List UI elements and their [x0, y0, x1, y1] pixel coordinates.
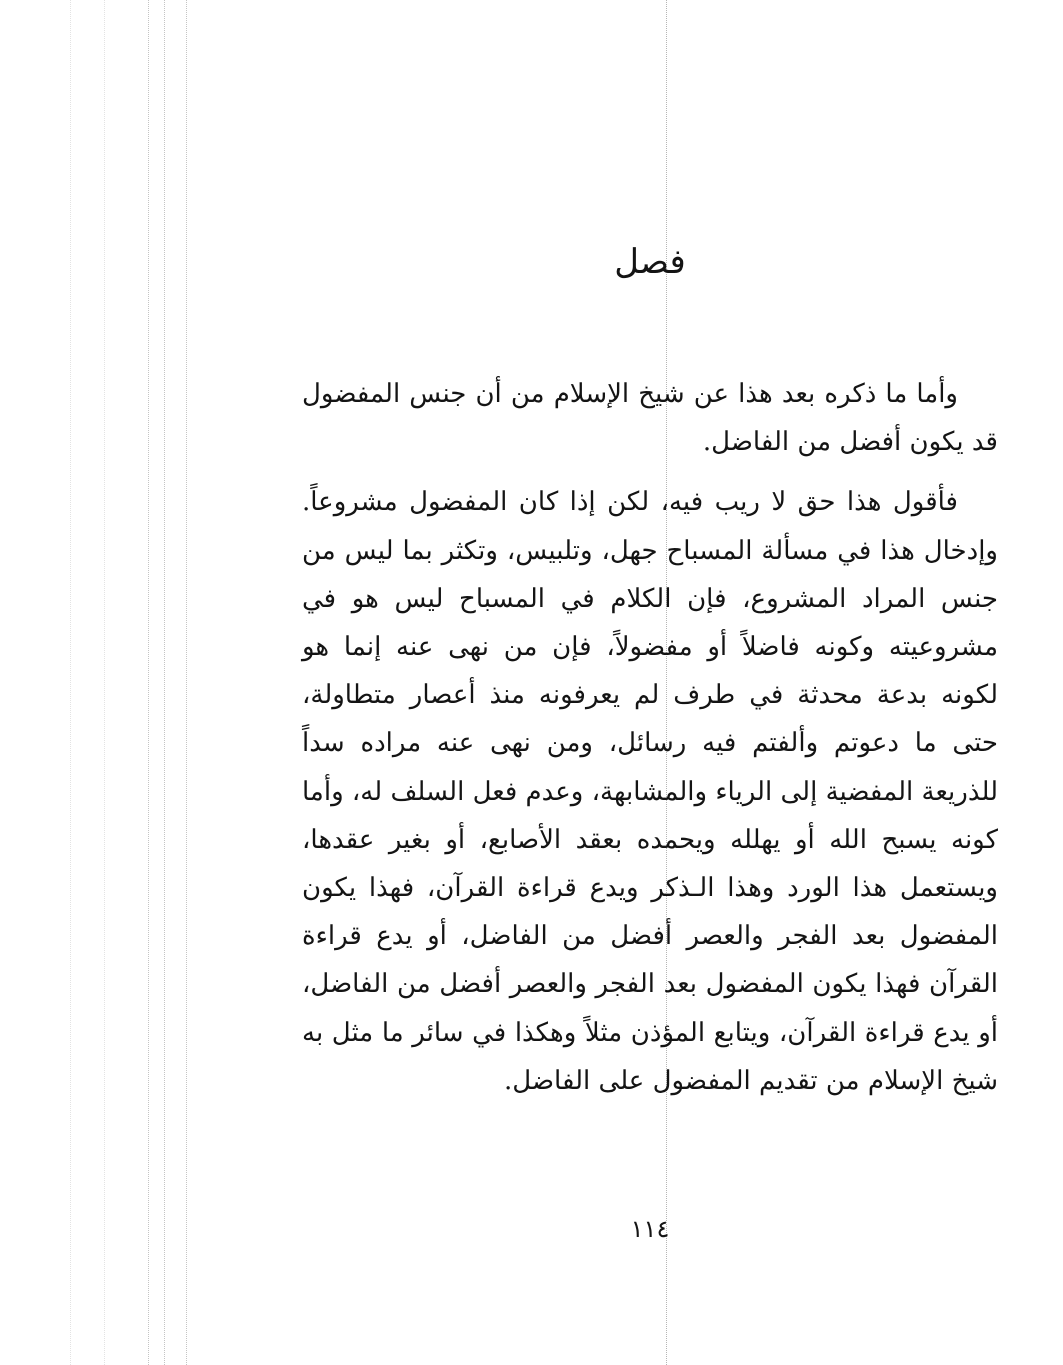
- scan-artifact-line: [164, 0, 165, 1365]
- scan-artifact-line: [70, 0, 71, 1365]
- page-number: ١١٤: [630, 1215, 670, 1243]
- paragraph: وأما ما ذكره بعد هذا عن شيخ الإسلام من أن جنس المفضول قد يكون أفضل من الفاضل.: [302, 379, 998, 458]
- scan-artifact-line: [104, 0, 105, 1365]
- scan-artifact-line: [186, 0, 187, 1365]
- scan-artifact-line: [148, 0, 149, 1365]
- paragraph: فأقول هذا حق لا ريب فيه، لكن إذا كان المفضول مشروعاً. وإدخال هذا في مسألة المسباح جهل، وتلبيس، وتكثر بما ليس من جنس المراد المشروع، فإن الكلام في المسباح ليس هو في مشروعيته وكونه فاضلاً أو مفضولاً، فإن من نهى عنه إنما هو لكونه بدعة محدثة في طرف لم يعرفونه منذ أعصار متطاولة، حتى ما دعوتم وألفتم فيه رسائل، ومن نهى عنه مراده سداً للذريعة المفضية إلى الرياء والمشابهة، وعدم فعل السلف له، وأما كونه يسبح الله أو يهلله ويحمده بعقد الأصابع، أو بغير عقدها، ويستعمل هذا الورد وهذا الـذكر ويدع قراءة القرآن، فهذا يكون المفضول بعد الفجر والعصر أفضل من الفاضل، أو يدع قراءة القرآن فهذا يكون المفضول بعد الفجر والعصر أفضل من الفاضل، أو يدع قراءة القرآن، ويتابع المؤذن مثلاً وهكذا في سائر ما مثل به شيخ الإسلام من تقديم المفضول على الفاضل.: [302, 487, 998, 1096]
- body-text: [302, 370, 998, 1105]
- section-heading: فصل: [614, 242, 686, 282]
